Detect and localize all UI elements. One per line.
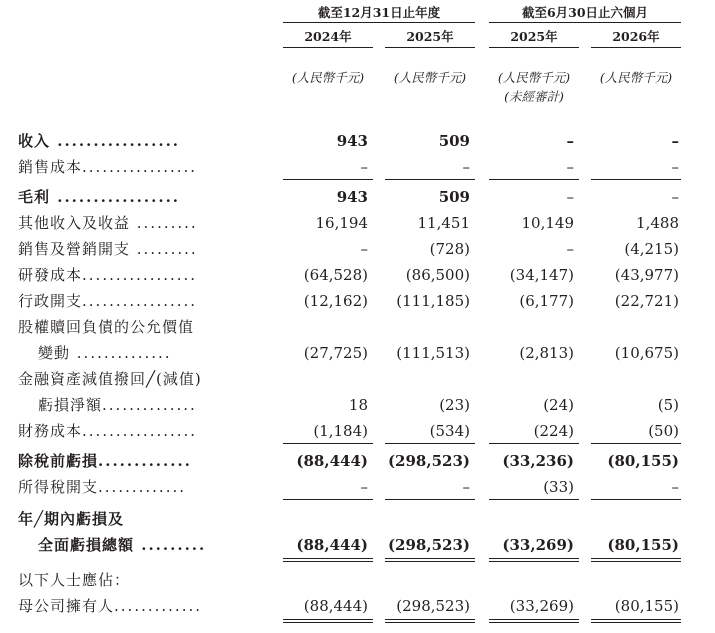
value-h1-2025: – — [566, 240, 574, 258]
value-h1-2025: 10,149 — [521, 214, 574, 232]
row-label: 除稅前虧損 — [18, 452, 99, 470]
value-h1-2025: (34,147) — [509, 266, 574, 284]
leader-dots: ................. — [82, 266, 198, 284]
value-h1-2025: (33,269) — [502, 536, 574, 554]
subtotal-rule — [591, 179, 681, 180]
value-h1-2025: – — [566, 188, 574, 206]
value-h1-2026: (4,215) — [624, 240, 679, 258]
table-row-attributable-heading — [0, 567, 715, 593]
column-unit-1: (人民幣千元) — [291, 70, 365, 85]
value-2024: 943 — [336, 188, 368, 206]
value-h1-2026: (50) — [648, 422, 679, 440]
header-rule-left — [283, 22, 475, 23]
value-2024: 943 — [336, 132, 368, 150]
column-unit-3: (人民幣千元) — [497, 70, 571, 85]
table-row-gross-profit — [0, 184, 715, 210]
total-double-rule — [283, 561, 373, 562]
value-h1-2026: (80,155) — [607, 452, 679, 470]
value-h1-2025: (33,236) — [502, 452, 574, 470]
value-2025: (534) — [429, 422, 470, 440]
value-h1-2025: (224) — [533, 422, 574, 440]
header-rule-right — [489, 22, 681, 23]
subtotal-rule — [385, 179, 475, 180]
year-underline-1 — [283, 47, 373, 48]
row-label: 股權贖回負債的公允價值 — [18, 318, 195, 336]
value-2024: (1,184) — [313, 422, 368, 440]
value-2025: 11,451 — [417, 214, 470, 232]
column-unit-2: (人民幣千元) — [393, 70, 467, 85]
row-label: 金融資產減值撥回╱(減值) — [18, 370, 202, 388]
value-h1-2026: – — [671, 132, 679, 150]
row-label: 虧損淨額 — [38, 396, 103, 414]
value-h1-2026: – — [671, 478, 679, 496]
table-row-revenue — [0, 128, 715, 154]
row-label: 財務成本 — [18, 422, 83, 440]
value-2024: (27,725) — [303, 344, 368, 362]
subtotal-rule — [489, 443, 579, 444]
total-double-rule — [385, 561, 475, 562]
value-2025: (298,523) — [387, 536, 470, 554]
table-row-rnd-costs — [0, 262, 715, 288]
value-h1-2026: (80,155) — [607, 536, 679, 554]
row-label: 研發成本 — [18, 266, 83, 284]
leader-dots: ............. — [98, 478, 187, 496]
value-h1-2025: (33,269) — [509, 597, 574, 615]
column-note-unaudited: (未經審計) — [504, 89, 564, 104]
table-row-impairment-heading — [0, 366, 715, 392]
value-2024: – — [360, 240, 368, 258]
row-label: 所得稅開支 — [18, 478, 99, 496]
total-double-rule — [489, 558, 579, 559]
row-label: 其他收入及收益 — [18, 214, 131, 232]
row-label: 行政開支 — [18, 292, 83, 310]
year-underline-3 — [489, 47, 579, 48]
value-2025: (86,500) — [405, 266, 470, 284]
value-2025: (298,523) — [396, 597, 470, 615]
total-double-rule — [591, 561, 681, 562]
leader-dots: ......... — [130, 240, 198, 258]
value-2025: (23) — [439, 396, 470, 414]
total-double-rule — [385, 558, 475, 559]
row-label: 年╱期內虧損及 — [18, 510, 125, 528]
value-2025: – — [462, 478, 470, 496]
row-label: 全面虧損總額 — [38, 536, 135, 554]
value-2024: (88,444) — [303, 597, 368, 615]
value-2025: (111,185) — [396, 292, 470, 310]
year-underline-4 — [591, 47, 681, 48]
subtotal-rule — [489, 179, 579, 180]
value-2024: (12,162) — [303, 292, 368, 310]
subtotal-rule — [283, 443, 373, 444]
value-h1-2025: (2,813) — [519, 344, 574, 362]
row-label: 銷售成本 — [18, 158, 83, 176]
leader-dots: ............. — [114, 597, 203, 615]
value-2024: (88,444) — [296, 452, 368, 470]
column-year-1: 2024年 — [304, 29, 352, 44]
table-row-loss-before-tax — [0, 448, 715, 474]
leader-dots: ......... — [130, 214, 198, 232]
value-h1-2026: – — [671, 158, 679, 176]
subtotal-rule — [591, 499, 681, 500]
subtotal-rule — [591, 443, 681, 444]
total-double-rule — [489, 561, 579, 562]
subtotal-rule — [385, 443, 475, 444]
table-row-selling-expenses — [0, 236, 715, 262]
value-h1-2025: (24) — [543, 396, 574, 414]
row-label: 母公司擁有人 — [18, 597, 115, 615]
subtotal-rule — [385, 499, 475, 500]
value-2024: – — [360, 158, 368, 176]
total-double-rule — [283, 558, 373, 559]
table-row-total-comprehensive-loss — [0, 532, 715, 558]
table-row-total-loss-heading — [0, 506, 715, 532]
table-row-impairment — [0, 392, 715, 418]
total-double-rule — [489, 619, 579, 620]
value-2024: 16,194 — [315, 214, 368, 232]
leader-dots: .............. — [102, 396, 197, 414]
column-year-2: 2025年 — [406, 29, 454, 44]
value-h1-2025: – — [566, 158, 574, 176]
value-h1-2026: (10,675) — [614, 344, 679, 362]
value-2025: – — [462, 158, 470, 176]
value-2024: (64,528) — [303, 266, 368, 284]
value-2025: 509 — [438, 132, 470, 150]
table-row-other-income — [0, 210, 715, 236]
total-double-rule — [385, 622, 475, 623]
value-2025: (111,513) — [396, 344, 470, 362]
leader-dots: .............. — [70, 344, 172, 362]
row-label: 毛利 — [18, 188, 51, 206]
leader-dots: ................. — [82, 292, 198, 310]
value-h1-2025: (33) — [543, 478, 574, 496]
total-double-rule — [591, 622, 681, 623]
value-h1-2026: (5) — [657, 396, 679, 414]
value-2025: (298,523) — [387, 452, 470, 470]
total-double-rule — [591, 619, 681, 620]
value-2024: 18 — [348, 396, 368, 414]
total-double-rule — [591, 558, 681, 559]
row-label: 以下人士應佔： — [18, 571, 131, 589]
header-group-six-months: 截至6月30日止六個月 — [521, 5, 649, 20]
value-h1-2025: – — [566, 132, 574, 150]
total-double-rule — [283, 622, 373, 623]
value-2025: (728) — [429, 240, 470, 258]
header-group-fiscal-year: 截至12月31日止年度 — [317, 5, 441, 20]
total-double-rule — [385, 619, 475, 620]
table-row-fv-change-heading — [0, 314, 715, 340]
column-year-3: 2025年 — [510, 29, 558, 44]
value-h1-2026: 1,488 — [636, 214, 679, 232]
leader-dots: ................. — [50, 188, 181, 206]
table-row-fv-change — [0, 340, 715, 366]
leader-dots: ......... — [134, 536, 207, 554]
table-row-income-tax — [0, 474, 715, 500]
row-label: 銷售及營銷開支 — [18, 240, 131, 258]
row-label: 變動 — [38, 344, 71, 362]
leader-dots: ................. — [82, 422, 198, 440]
subtotal-rule — [283, 499, 373, 500]
value-h1-2026: (43,977) — [614, 266, 679, 284]
leader-dots: ............. — [98, 452, 192, 470]
table-row-cost-of-sales — [0, 154, 715, 180]
value-2025: 509 — [438, 188, 470, 206]
value-h1-2025: (6,177) — [519, 292, 574, 310]
column-unit-4: (人民幣千元) — [599, 70, 673, 85]
table-row-admin-expenses — [0, 288, 715, 314]
column-year-4: 2026年 — [612, 29, 660, 44]
value-2024: (88,444) — [296, 536, 368, 554]
subtotal-rule — [283, 179, 373, 180]
table-row-finance-costs — [0, 418, 715, 444]
table-row-owners-of-parent — [0, 593, 715, 619]
value-h1-2026: – — [671, 188, 679, 206]
total-double-rule — [489, 622, 579, 623]
year-underline-2 — [385, 47, 475, 48]
value-h1-2026: (22,721) — [614, 292, 679, 310]
leader-dots: ................. — [82, 158, 198, 176]
value-h1-2026: (80,155) — [614, 597, 679, 615]
total-double-rule — [283, 619, 373, 620]
row-label: 收入 — [18, 132, 51, 150]
value-2024: – — [360, 478, 368, 496]
leader-dots: ................. — [50, 132, 181, 150]
subtotal-rule — [489, 499, 579, 500]
